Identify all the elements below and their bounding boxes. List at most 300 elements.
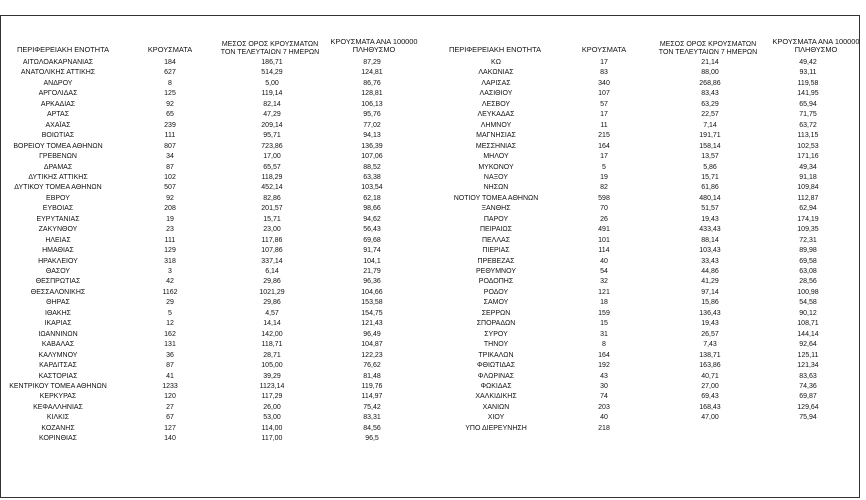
region-cell: ΚΑΣΤΟΡΙΑΣ (38, 372, 78, 380)
avg7-cell: 41,29 (701, 278, 719, 286)
cases-cell: 491 (598, 226, 610, 234)
region-cell: ΗΜΑΘΙΑΣ (42, 247, 74, 255)
per100k-cell: 122,23 (361, 351, 383, 359)
avg7-cell: 1123,14 (259, 382, 285, 390)
avg7-cell: 480,14 (699, 194, 721, 202)
avg7-cell: 118,29 (261, 173, 283, 181)
per100k-cell: 153,58 (361, 299, 383, 307)
avg7-cell: 29,86 (263, 299, 281, 307)
per100k-cell: 112,87 (797, 194, 819, 202)
avg7-cell: 1021,29 (259, 288, 285, 296)
avg7-cell: 5,86 (703, 163, 717, 171)
cases-cell: 192 (598, 362, 610, 370)
region-cell: ΧΑΝΙΩΝ (482, 403, 510, 411)
cases-cell: 127 (164, 424, 176, 432)
table-row (0, 121, 850, 131)
table-row (0, 413, 850, 423)
per100k-cell: 109,35 (797, 226, 819, 234)
per100k-cell: 72,31 (799, 236, 817, 244)
avg7-cell: 201,57 (261, 205, 283, 213)
per100k-cell: 75,94 (799, 414, 817, 422)
table-row (0, 225, 850, 235)
region-cell: ΑΝΑΤΟΛΙΚΗΣ ΑΤΤΙΚΗΣ (20, 69, 96, 77)
avg7-cell: 13,57 (701, 153, 719, 161)
header-per100k-right-line2: ΠΛΗΘΥΣΜΟ (794, 45, 838, 54)
cases-cell: 340 (598, 79, 610, 87)
region-cell: ΧΙΟΥ (487, 414, 505, 422)
table-row (0, 392, 850, 402)
cases-cell: 129 (164, 247, 176, 255)
per100k-cell: 92,64 (799, 341, 817, 349)
per100k-cell: 77,02 (363, 121, 381, 129)
region-cell: ΛΗΜΝΟΥ (480, 121, 512, 129)
cases-cell: 102 (164, 173, 176, 181)
cases-cell: 101 (598, 236, 610, 244)
region-cell: ΚΑΡΔΙΤΣΑΣ (39, 362, 77, 370)
avg7-cell: 17,00 (263, 153, 281, 161)
header-per100k-left-line2: ΠΛΗΘΥΣΜΟ (352, 45, 396, 54)
avg7-cell: 39,29 (263, 372, 281, 380)
cases-cell: 8 (602, 341, 606, 349)
header-cases-right: ΚΡΟΥΣΜΑΤΑ (581, 45, 627, 54)
cases-cell: 41 (166, 372, 174, 380)
cases-cell: 17 (600, 111, 608, 119)
avg7-cell: 26,00 (263, 403, 281, 411)
per100k-cell: 71,75 (799, 111, 817, 119)
region-cell: ΜΑΓΝΗΣΙΑΣ (476, 132, 516, 140)
cases-cell: 42 (166, 278, 174, 286)
cases-cell: 27 (166, 403, 174, 411)
cases-cell: 1233 (162, 382, 178, 390)
region-cell: ΚΙΛΚΙΣ (46, 414, 70, 422)
avg7-cell: 61,86 (701, 184, 719, 192)
avg7-cell: 142,00 (261, 330, 283, 338)
table-row (0, 68, 850, 78)
cases-cell: 92 (166, 100, 174, 108)
table-row (0, 351, 850, 361)
avg7-cell: 33,43 (701, 257, 719, 265)
avg7-cell: 40,71 (701, 372, 719, 380)
region-cell: ΧΑΛΚΙΔΙΚΗΣ (475, 393, 517, 401)
per100k-cell: 91,18 (799, 173, 817, 181)
avg7-cell: 82,86 (263, 194, 281, 202)
avg7-cell: 209,14 (261, 121, 283, 129)
per100k-cell: 114,97 (361, 393, 383, 401)
cases-cell: 92 (166, 194, 174, 202)
table-row (0, 204, 850, 214)
avg7-cell: 452,14 (261, 184, 283, 192)
region-cell: ΛΕΥΚΑΔΑΣ (477, 111, 515, 119)
avg7-cell: 65,57 (263, 163, 281, 171)
avg7-cell: 88,14 (701, 236, 719, 244)
cases-cell: 184 (164, 59, 176, 66)
cases-cell: 5 (168, 309, 172, 317)
avg7-cell: 136,43 (699, 309, 721, 317)
per100k-cell: 113,15 (797, 132, 819, 140)
per100k-cell: 154,75 (361, 309, 383, 317)
table-row (0, 319, 850, 329)
cases-cell: 598 (598, 194, 610, 202)
cases-cell: 111 (164, 236, 176, 244)
cases-cell: 40 (600, 414, 608, 422)
region-cell: ΑΧΑΪΑΣ (45, 121, 71, 129)
cases-cell: 19 (600, 173, 608, 181)
region-cell: ΚΑΛΥΜΝΟΥ (38, 351, 78, 359)
avg7-cell: 22,57 (701, 111, 719, 119)
region-cell: ΚΑΒΑΛΑΣ (41, 341, 75, 349)
per100k-cell: 171,16 (797, 153, 819, 161)
cases-cell: 32 (600, 278, 608, 286)
avg7-cell: 105,00 (261, 362, 283, 370)
region-cell: ΦΛΩΡΙΝΑΣ (477, 372, 515, 380)
region-cell: ΖΑΚΥΝΘΟΥ (38, 226, 78, 234)
avg7-cell: 15,86 (701, 299, 719, 307)
per100k-cell: 49,42 (799, 59, 817, 66)
per100k-cell: 174,19 (797, 215, 819, 223)
region-cell: ΣΕΡΡΩΝ (481, 309, 511, 317)
per100k-cell: 90,12 (799, 309, 817, 317)
table-row (0, 298, 850, 308)
region-cell: ΝΑΞΟΥ (483, 173, 509, 181)
per100k-cell: 94,62 (363, 215, 381, 223)
cases-cell: 218 (598, 424, 610, 432)
per100k-cell: 141,95 (797, 90, 819, 98)
avg7-cell: 117,86 (261, 236, 283, 244)
table-row (0, 79, 850, 89)
avg7-cell: 7,14 (703, 121, 717, 129)
per100k-cell: 144,14 (797, 330, 819, 338)
cases-cell: 114 (598, 247, 610, 255)
region-cell: ΚΟΡΙΝΘΙΑΣ (39, 435, 77, 443)
cases-cell: 83 (600, 69, 608, 77)
region-cell: ΛΕΣΒΟΥ (481, 100, 511, 108)
per100k-cell: 124,81 (361, 69, 383, 77)
avg7-cell: 117,29 (261, 393, 283, 401)
per100k-cell: 63,72 (799, 121, 817, 129)
cases-cell: 70 (600, 205, 608, 213)
region-cell: ΡΕΘΥΜΝΟΥ (475, 268, 516, 275)
avg7-cell: 51,57 (701, 205, 719, 213)
avg7-cell: 95,71 (263, 132, 281, 140)
table-row (0, 194, 850, 204)
per100k-cell: 28,56 (799, 278, 817, 286)
cases-cell: 26 (600, 215, 608, 223)
cases-cell: 1162 (162, 288, 178, 296)
per100k-cell: 87,29 (363, 59, 381, 66)
table-row (0, 330, 850, 340)
avg7-cell: 82,14 (263, 100, 281, 108)
region-cell: ΠΙΕΡΙΑΣ (482, 247, 510, 255)
avg7-cell: 103,43 (699, 247, 721, 255)
avg7-cell: 88,00 (701, 69, 719, 77)
table-row (0, 403, 850, 413)
region-cell: ΑΡΓΟΛΙΔΑΣ (38, 90, 78, 98)
per100k-cell: 91,74 (363, 247, 381, 255)
region-cell: ΚΟΖΑΝΗΣ (41, 424, 75, 432)
region-cell: ΝΟΤΙΟΥ ΤΟΜΕΑ ΑΘΗΝΩΝ (453, 194, 539, 202)
region-cell: ΚΕΡΚΥΡΑΣ (39, 393, 77, 401)
table-row (0, 142, 850, 152)
header-region-left: ΠΕΡΙΦΕΡΕΙΑΚΗ ΕΝΟΤΗΤΑ (17, 45, 109, 54)
header-region-right: ΠΕΡΙΦΕΡΕΙΑΚΗ ΕΝΟΤΗΤΑ (449, 45, 541, 54)
table-row (0, 277, 850, 287)
per100k-cell: 89,98 (799, 247, 817, 255)
cases-cell: 40 (600, 257, 608, 265)
cases-cell: 67 (166, 414, 174, 422)
region-cell: ΠΑΡΟΥ (483, 215, 509, 223)
region-cell: ΜΕΣΣΗΝΙΑΣ (475, 142, 517, 150)
region-cell: ΠΕΙΡΑΙΩΣ (480, 226, 512, 234)
avg7-cell: 107,86 (261, 247, 283, 255)
cases-cell: 131 (164, 341, 176, 349)
cases-cell: 82 (600, 184, 608, 192)
per100k-cell: 69,87 (799, 393, 817, 401)
per100k-cell: 121,43 (361, 320, 383, 328)
table-row (0, 183, 850, 193)
cases-cell: 12 (166, 320, 174, 328)
per100k-cell: 83,31 (363, 414, 381, 422)
region-cell: ΚΕΦΑΛΛΗΝΙΑΣ (33, 403, 83, 411)
per100k-cell: 63,08 (799, 268, 817, 275)
region-cell: ΑΡΚΑΔΙΑΣ (40, 100, 76, 108)
cases-cell: 30 (600, 382, 608, 390)
region-cell: ΘΑΣΟΥ (45, 268, 71, 275)
avg7-cell: 69,43 (701, 393, 719, 401)
region-cell: ΠΡΕΒΕΖΑΣ (477, 257, 515, 265)
avg7-cell: 15,71 (701, 173, 719, 181)
per100k-cell: 63,38 (363, 173, 381, 181)
avg7-cell: 433,43 (699, 226, 721, 234)
table-row (0, 246, 850, 256)
per100k-cell: 104,87 (361, 341, 383, 349)
header-avg-left-line2: ΤΟΝ ΤΕΛΕΥΤΑΙΩΝ 7 ΗΜΕΡΩΝ (220, 49, 320, 56)
per100k-cell: 119,58 (797, 79, 819, 87)
region-cell: ΘΕΣΣΑΛΟΝΙΚΗΣ (30, 288, 86, 296)
region-cell: ΤΗΝΟΥ (483, 341, 509, 349)
avg7-cell: 19,43 (701, 215, 719, 223)
region-cell: ΙΘΑΚΗΣ (45, 309, 71, 317)
table-row (0, 236, 850, 246)
region-cell: ΣΑΜΟΥ (483, 299, 509, 307)
avg7-cell: 117,00 (261, 435, 283, 443)
avg7-cell: 514,29 (261, 69, 283, 77)
region-cell: ΛΑΡΙΣΑΣ (481, 79, 511, 87)
cases-cell: 208 (164, 205, 176, 213)
region-cell: ΔΡΑΜΑΣ (43, 163, 73, 171)
region-cell: ΞΑΝΘΗΣ (481, 205, 511, 213)
avg7-cell: 6,14 (265, 268, 279, 275)
avg7-cell: 19,43 (701, 320, 719, 328)
cases-cell: 65 (166, 111, 174, 119)
avg7-cell: 118,71 (261, 341, 283, 349)
per100k-cell: 65,94 (799, 100, 817, 108)
per100k-cell: 128,81 (361, 90, 383, 98)
per100k-cell: 21,79 (363, 268, 381, 275)
cases-cell: 87 (166, 163, 174, 171)
header-per100k-left (324, 38, 424, 54)
region-cell: ΓΡΕΒΕΝΩΝ (39, 153, 77, 161)
region-cell: ΤΡΙΚΑΛΩΝ (478, 351, 514, 359)
region-cell: ΒΟΙΩΤΙΑΣ (41, 132, 75, 140)
region-cell: ΦΩΚΙΔΑΣ (480, 382, 512, 390)
avg7-cell: 163,86 (699, 362, 721, 370)
per100k-cell: 103,54 (361, 184, 383, 192)
region-cell: ΠΕΛΛΑΣ (481, 236, 511, 244)
avg7-cell: 97,14 (701, 288, 719, 296)
table-row (0, 434, 850, 444)
region-cell: ΔΥΤΙΚΗΣ ΑΤΤΙΚΗΣ (28, 173, 88, 181)
cases-cell: 23 (166, 226, 174, 234)
avg7-cell: 21,14 (701, 59, 719, 66)
per100k-cell: 136,39 (361, 142, 383, 150)
cases-cell: 57 (600, 100, 608, 108)
cases-cell: 140 (164, 435, 176, 443)
table-row (0, 382, 850, 392)
cases-cell: 162 (164, 330, 176, 338)
table-row (0, 152, 850, 162)
avg7-cell: 268,86 (699, 79, 721, 87)
cases-cell: 107 (598, 90, 610, 98)
avg7-cell: 23,00 (263, 226, 281, 234)
per100k-cell: 69,68 (363, 236, 381, 244)
region-cell: ΘΕΣΠΡΩΤΙΑΣ (35, 278, 81, 286)
cases-cell: 215 (598, 132, 610, 140)
region-cell: ΥΠΟ ΔΙΕΡΕΥΝΗΣΗ (465, 424, 527, 432)
avg7-cell: 723,86 (261, 142, 283, 150)
cases-cell: 36 (166, 351, 174, 359)
table-row (0, 89, 850, 99)
avg7-cell: 191,71 (699, 132, 721, 140)
per100k-cell: 62,18 (363, 194, 381, 202)
avg7-cell: 26,57 (701, 330, 719, 338)
cases-cell: 74 (600, 393, 608, 401)
cases-cell: 29 (166, 299, 174, 307)
table-row (0, 372, 850, 382)
table-row (0, 131, 850, 141)
table-row (0, 58, 850, 68)
per100k-cell: 106,13 (361, 100, 383, 108)
per100k-cell: 69,58 (799, 257, 817, 265)
region-cell: ΑΙΤΩΛΟΑΚΑΡΝΑΝΙΑΣ (22, 59, 94, 66)
region-cell: ΕΥΒΟΙΑΣ (42, 205, 74, 213)
table-row (0, 173, 850, 183)
cases-cell: 17 (600, 153, 608, 161)
region-cell: ΜΗΛΟΥ (483, 153, 509, 161)
region-cell: ΒΟΡΕΙΟΥ ΤΟΜΕΑ ΑΘΗΝΩΝ (13, 142, 103, 150)
per100k-cell: 96,36 (363, 278, 381, 286)
header-per100k-right (766, 38, 866, 54)
cases-cell: 120 (164, 393, 176, 401)
per100k-cell: 93,11 (799, 69, 817, 77)
per100k-cell: 108,71 (797, 320, 819, 328)
region-cell: ΦΘΙΩΤΙΔΑΣ (476, 362, 516, 370)
cases-cell: 239 (164, 121, 176, 129)
cases-cell: 54 (600, 268, 608, 275)
per100k-cell: 94,13 (363, 132, 381, 140)
per100k-cell: 49,34 (799, 163, 817, 171)
avg7-cell: 83,43 (701, 90, 719, 98)
table-row (0, 110, 850, 120)
avg7-cell: 63,29 (701, 100, 719, 108)
region-cell: ΑΡΤΑΣ (46, 111, 70, 119)
per100k-cell: 98,66 (363, 205, 381, 213)
per100k-cell: 83,63 (799, 372, 817, 380)
per100k-cell: 95,76 (363, 111, 381, 119)
avg7-cell: 28,71 (263, 351, 281, 359)
region-cell: ΗΡΑΚΛΕΙΟΥ (38, 257, 78, 265)
region-cell: ΙΩΑΝΝΙΝΩΝ (38, 330, 78, 338)
header-avg-right-line2: ΤΟΝ ΤΕΛΕΥΤΑΙΩΝ 7 ΗΜΕΡΩΝ (658, 49, 758, 56)
region-cell: ΛΑΣΙΘΙΟΥ (479, 90, 513, 98)
cases-cell: 8 (168, 79, 172, 87)
per100k-cell: 102,53 (797, 142, 819, 150)
per100k-cell: 74,36 (799, 382, 817, 390)
cases-cell: 164 (598, 142, 610, 150)
cases-cell: 507 (164, 184, 176, 192)
per100k-cell: 75,42 (363, 403, 381, 411)
cases-cell: 807 (164, 142, 176, 150)
per100k-cell: 129,64 (797, 403, 819, 411)
region-cell: ΛΑΚΩΝΙΑΣ (478, 69, 514, 77)
per100k-cell: 121,34 (797, 362, 819, 370)
region-cell: ΡΟΔΟΥ (483, 288, 509, 296)
cases-cell: 5 (602, 163, 606, 171)
avg7-cell: 47,29 (263, 111, 281, 119)
avg7-cell: 29,86 (263, 278, 281, 286)
per100k-cell: 54,58 (799, 299, 817, 307)
region-cell: ΕΥΡΥΤΑΝΙΑΣ (36, 215, 80, 223)
per100k-cell: 107,06 (361, 153, 383, 161)
table-row (0, 267, 850, 277)
cases-cell: 159 (598, 309, 610, 317)
avg7-cell: 119,14 (261, 90, 283, 98)
per100k-cell: 119,76 (361, 382, 383, 390)
region-cell: ΣΥΡΟΥ (484, 330, 508, 338)
cases-cell: 87 (166, 362, 174, 370)
per100k-cell: 56,43 (363, 226, 381, 234)
region-cell: ΚΕΝΤΡΙΚΟΥ ΤΟΜΕΑ ΑΘΗΝΩΝ (9, 382, 107, 390)
avg7-cell: 53,00 (263, 414, 281, 422)
region-cell: ΝΗΣΩΝ (483, 184, 509, 192)
cases-cell: 17 (600, 59, 608, 66)
header-avg-left-line1: ΜΕΣΟΣ ΟΡΟΣ ΚΡΟΥΣΜΑΤΩΝ (221, 41, 319, 48)
avg7-cell: 158,14 (699, 142, 721, 150)
per100k-cell: 84,56 (363, 424, 381, 432)
region-cell: ΚΩ (491, 59, 501, 66)
cases-cell: 3 (168, 268, 172, 275)
region-cell: ΗΛΕΙΑΣ (45, 236, 71, 244)
per100k-cell: 62,94 (799, 205, 817, 213)
table-row (0, 309, 850, 319)
avg7-cell: 14,14 (263, 320, 281, 328)
region-cell: ΜΥΚΟΝΟΥ (478, 163, 514, 171)
table-row (0, 100, 850, 110)
region-cell: ΣΠΟΡΑΔΩΝ (476, 320, 516, 328)
avg7-cell: 5,00 (265, 79, 279, 87)
avg7-cell: 27,00 (701, 382, 719, 390)
header-cases-left: ΚΡΟΥΣΜΑΤΑ (147, 45, 193, 54)
cases-cell: 34 (166, 153, 174, 161)
table-row (0, 288, 850, 298)
per100k-cell: 125,11 (797, 351, 819, 359)
avg7-cell: 44,86 (701, 268, 719, 275)
region-cell: ΡΟΔΟΠΗΣ (478, 278, 514, 286)
avg7-cell: 337,14 (261, 257, 283, 265)
header-per100k-left-line1: ΚΡΟΥΣΜΑΤΑ ΑΝΑ 100000 (330, 37, 418, 46)
table-row (0, 163, 850, 173)
cases-cell: 627 (164, 69, 176, 77)
avg7-cell: 15,71 (263, 215, 281, 223)
